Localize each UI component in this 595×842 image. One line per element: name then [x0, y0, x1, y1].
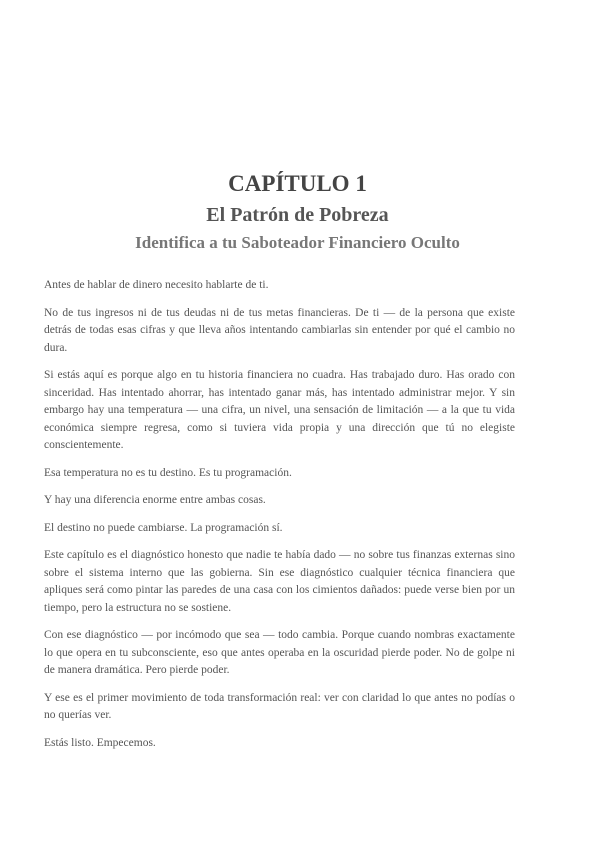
chapter-header — [0, 170, 595, 254]
paragraph: Si estás aquí es porque algo en tu historia financiera no cuadra. Has trabajado duro. Has orado con sinceridad. Has intentado ahorrar, has intentado ganar más, has intentado administrar mejor. Y sin embargo hay una temperatura — una cifra, un nivel, una sensación de limitación — a la que tu vida económica siempre regresa, como si tuviera vida propia y una dirección que tú no elegiste conscientemente. — [44, 369, 515, 451]
chapter-title: El Patrón de Pobreza — [206, 204, 389, 226]
paragraph: Esa temperatura no es tu destino. Es tu programación. — [44, 466, 292, 479]
paragraph: Antes de hablar de dinero necesito hablarte de ti. — [44, 279, 269, 291]
paragraph: Este capítulo es el diagnóstico honesto que nadie te había dado — no sobre tus finanzas externas sino sobre el sistema interno que las gobierna. Sin ese diagnóstico cualquier técnica financiera que apliques será como pintar las paredes de una casa con los cimientos dañados: puede verse bien por un tiempo, pero la estructura no se sostiene. — [44, 549, 515, 614]
paragraph: Con ese diagnóstico — por incómodo que sea — todo cambia. Porque cuando nombras exactamente lo que opera en tu subconsciente, eso que antes operaba en la oscuridad pierde poder. No de golpe ni de manera dramática. Pero pierde poder. — [44, 629, 515, 676]
chapter-number: CAPÍTULO 1 — [228, 171, 367, 196]
paragraph: El destino no puede cambiarse. La programación sí. — [44, 521, 283, 534]
chapter-subtitle: Identifica a tu Saboteador Financiero Oculto — [135, 233, 460, 252]
paragraph: Y hay una diferencia enorme entre ambas cosas. — [44, 494, 266, 506]
chapter-body — [44, 277, 515, 762]
paragraph: No de tus ingresos ni de tus deudas ni de tus metas financieras. De ti — de la persona que existe detrás de todas esas cifras y que lleva años intentando cambiarlas sin entender por qué el cambio no dura. — [44, 306, 515, 354]
paragraph: Estás listo. Empecemos. — [44, 736, 156, 749]
paragraph: Y ese es el primer movimiento de toda transformación real: ver con claridad lo que antes no podías o no querías ver. — [44, 691, 515, 721]
